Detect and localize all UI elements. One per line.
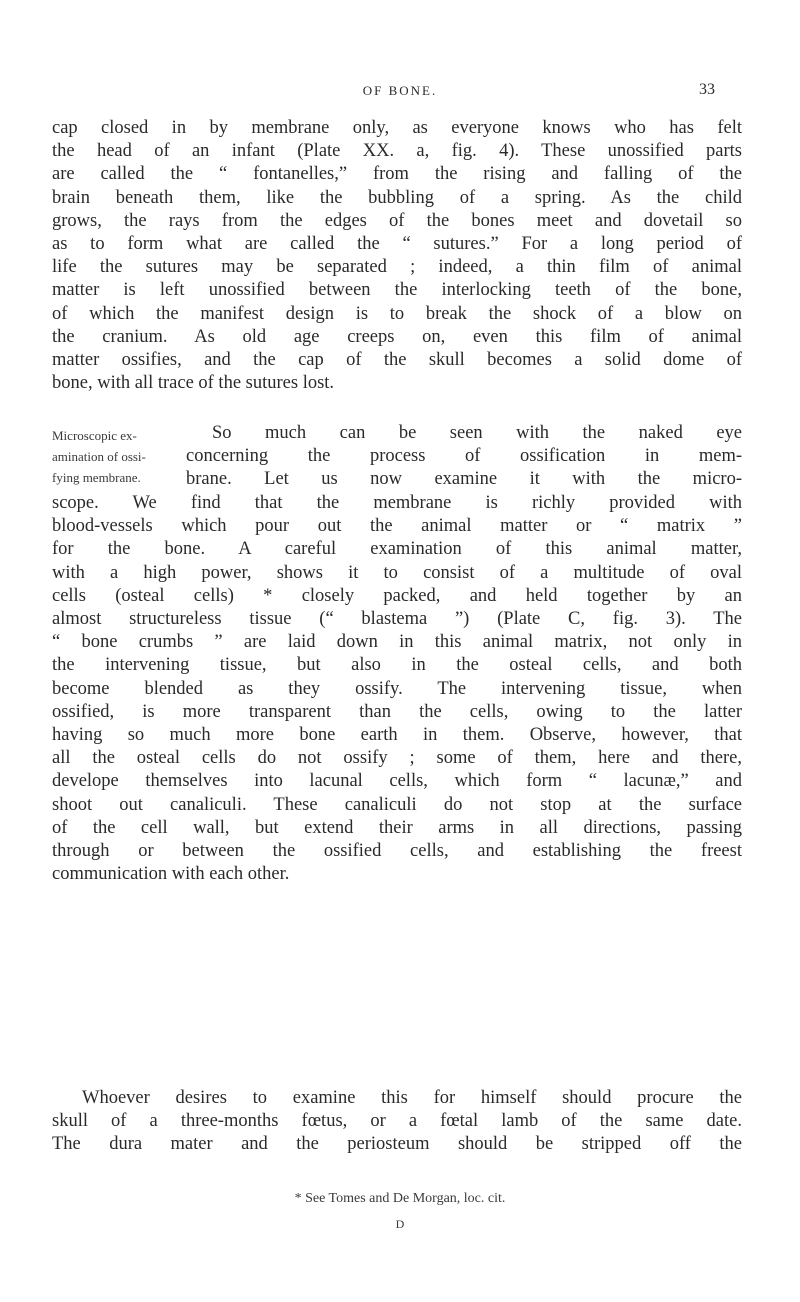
- text-line: matter ossifies, and the cap of the skull becomes a solid dome of: [52, 350, 742, 371]
- sidenote-line: Microscopic ex-: [52, 428, 137, 443]
- page-number: 33: [699, 81, 715, 98]
- text-line: brain beneath them, like the bubbling of a spring. As the child: [52, 187, 742, 208]
- paragraph-fontanelles: [52, 117, 742, 395]
- text-line: the cranium. As old age creeps on, even this film of animal: [52, 326, 742, 347]
- text-line: the head of an infant (Plate XX. a, fig. 4). These unossified parts: [52, 141, 742, 162]
- text-line: matter is left unossified between the interlocking teeth of the bone,: [52, 280, 742, 301]
- text-line: skull of a three-months fœtus, or a fœtal lamb of the same date.: [52, 1111, 742, 1132]
- sidenote-line: fying membrane.: [52, 470, 141, 485]
- text-line: almost structureless tissue (“ blastema ”) (Plate C, fig. 3). The: [52, 609, 742, 630]
- text-line: So much can be seen with the naked eye: [212, 423, 742, 443]
- text-line: “ bone crumbs ” are laid down in this animal matrix, not only in: [52, 632, 742, 653]
- text-line: as to form what are called the “ sutures.” For a long period of: [52, 234, 742, 255]
- text-line: all the osteal cells do not ossify ; some of them, here and there,: [52, 748, 742, 769]
- text-line: for the bone. A careful examination of this animal matter,: [52, 539, 742, 560]
- text-line: the intervening tissue, but also in the osteal cells, and both: [52, 655, 742, 676]
- text-line: of which the manifest design is to break the shock of a blow on: [52, 303, 742, 324]
- text-line: become blended as they ossify. The intervening tissue, when: [52, 678, 742, 699]
- text-line: concerning the process of ossification in mem-: [186, 446, 742, 467]
- text-line: through or between the ossified cells, and establishing the freest: [52, 841, 742, 862]
- text-line: blood-vessels which pour out the animal matter or “ matrix ”: [52, 516, 742, 537]
- text-line: cap closed in by membrane only, as everyone knows who has felt: [52, 118, 742, 138]
- text-line: life the sutures may be separated ; indeed, a thin film of animal: [52, 257, 742, 278]
- text-line: grows, the rays from the edges of the bones meet and dovetail so: [52, 210, 742, 231]
- text-line: brane. Let us now examine it with the micro-: [186, 469, 742, 490]
- running-title: OF BONE.: [362, 83, 438, 98]
- paragraph-osteal-cells: [52, 492, 742, 886]
- text-line: bone, with all trace of the sutures lost.: [52, 373, 335, 394]
- text-line: are called the “ fontanelles,” from the rising and falling of the: [52, 164, 742, 185]
- text-line: scope. We find that the membrane is richly provided with: [52, 493, 742, 513]
- margin-sidenote: [52, 425, 164, 488]
- text-line: with a high power, shows it to consist of a multitude of oval: [52, 562, 742, 583]
- paragraph-microscope-intro: [186, 422, 742, 492]
- text-line: shoot out canaliculi. These canaliculi do not stop at the surface: [52, 794, 742, 815]
- signature-mark: D: [395, 1217, 405, 1231]
- footnote: * See Tomes and De Morgan, loc. cit.: [294, 1191, 506, 1206]
- paragraph-examination-instructions: [52, 1087, 742, 1157]
- text-line: The dura mater and the periosteum should be stripped off the: [52, 1134, 742, 1155]
- text-line: ossified, is more transparent than the cells, owing to the latter: [52, 701, 742, 722]
- text-line: cells (osteal cells) * closely packed, and held together by an: [52, 585, 742, 606]
- text-line: having so much more bone earth in them. Observe, however, that: [52, 725, 742, 746]
- text-line: develope themselves into lacunal cells, which form “ lacunæ,” and: [52, 771, 742, 792]
- text-line: communication with each other.: [52, 864, 290, 885]
- sidenote-line: amination of ossi-: [52, 449, 146, 464]
- text-line: Whoever desires to examine this for himself should procure the: [82, 1088, 742, 1108]
- text-line: of the cell wall, but extend their arms in all directions, passing: [52, 817, 742, 838]
